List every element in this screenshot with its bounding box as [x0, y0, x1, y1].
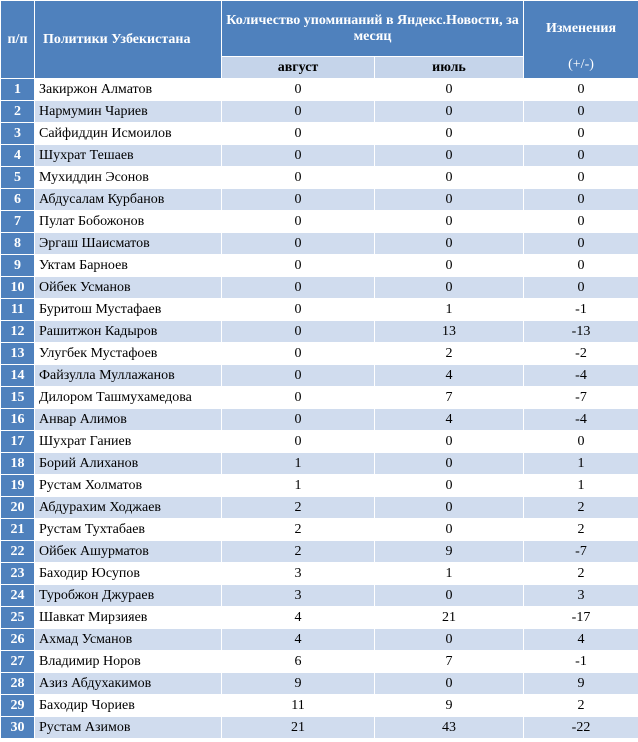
row-number: 17 [1, 431, 35, 453]
august-count: 2 [222, 519, 375, 541]
july-count: 9 [375, 695, 524, 717]
politician-name: Шавкат Мирзияев [35, 607, 222, 629]
change-value: -7 [524, 387, 638, 409]
politician-name: Мухиддин Эсонов [35, 167, 222, 189]
table-row [1, 695, 638, 717]
politician-name: Пулат Бобожонов [35, 211, 222, 233]
row-number: 28 [1, 673, 35, 695]
change-value: 0 [524, 189, 638, 211]
col-header-politicians: Политики Узбекистана [35, 1, 222, 79]
change-value: -4 [524, 365, 638, 387]
politician-name: Улугбек Мустафоев [35, 343, 222, 365]
change-value: 2 [524, 695, 638, 717]
table-row [1, 101, 638, 123]
politician-name: Рустам Тухтабаев [35, 519, 222, 541]
row-number: 14 [1, 365, 35, 387]
july-count: 0 [375, 189, 524, 211]
table-row [1, 123, 638, 145]
change-value: 0 [524, 167, 638, 189]
july-count: 0 [375, 497, 524, 519]
politician-name: Закиржон Алматов [35, 79, 222, 101]
politician-name: Ахмад Усманов [35, 629, 222, 651]
change-value: 2 [524, 497, 638, 519]
august-count: 1 [222, 453, 375, 475]
row-number: 22 [1, 541, 35, 563]
august-count: 4 [222, 629, 375, 651]
politician-name: Шухрат Ганиев [35, 431, 222, 453]
august-count: 0 [222, 409, 375, 431]
row-number: 9 [1, 255, 35, 277]
august-count: 3 [222, 585, 375, 607]
july-count: 9 [375, 541, 524, 563]
table-row [1, 211, 638, 233]
july-count: 1 [375, 299, 524, 321]
table-row [1, 189, 638, 211]
politician-name: Абдурахим Ходжаев [35, 497, 222, 519]
table-row [1, 255, 638, 277]
politician-name: Рустам Холматов [35, 475, 222, 497]
august-count: 0 [222, 123, 375, 145]
col-header-number: п/п [1, 1, 35, 79]
row-number: 19 [1, 475, 35, 497]
august-count: 0 [222, 431, 375, 453]
august-count: 2 [222, 497, 375, 519]
august-count: 0 [222, 167, 375, 189]
change-value: -13 [524, 321, 638, 343]
table-row [1, 541, 638, 563]
table-row [1, 277, 638, 299]
row-number: 30 [1, 717, 35, 739]
change-value: -17 [524, 607, 638, 629]
table-row [1, 343, 638, 365]
change-value: -22 [524, 717, 638, 739]
august-count: 1 [222, 475, 375, 497]
col-header-august: август [222, 57, 375, 79]
row-number: 5 [1, 167, 35, 189]
col-header-july: июль [375, 57, 524, 79]
july-count: 7 [375, 387, 524, 409]
table-row [1, 475, 638, 497]
july-count: 0 [375, 101, 524, 123]
row-number: 29 [1, 695, 35, 717]
august-count: 6 [222, 651, 375, 673]
politician-name: Ойбек Усманов [35, 277, 222, 299]
table-row [1, 321, 638, 343]
politician-name: Сайфиддин Исмоилов [35, 123, 222, 145]
august-count: 2 [222, 541, 375, 563]
row-number: 27 [1, 651, 35, 673]
politician-name: Владимир Норов [35, 651, 222, 673]
col-header-changes [524, 1, 638, 79]
change-value: 2 [524, 563, 638, 585]
table-row [1, 365, 638, 387]
august-count: 9 [222, 673, 375, 695]
july-count: 0 [375, 255, 524, 277]
col-header-mentions: Количество упоминаний в Яндекс.Новости, за месяц [222, 1, 524, 57]
august-count: 4 [222, 607, 375, 629]
july-count: 0 [375, 431, 524, 453]
july-count: 0 [375, 585, 524, 607]
table-row [1, 563, 638, 585]
table-row [1, 453, 638, 475]
row-number: 4 [1, 145, 35, 167]
politician-name: Баходир Юсупов [35, 563, 222, 585]
table-row [1, 409, 638, 431]
july-count: 2 [375, 343, 524, 365]
politician-name: Абдусалам Курбанов [35, 189, 222, 211]
politician-name: Нармумин Чариев [35, 101, 222, 123]
row-number: 3 [1, 123, 35, 145]
row-number: 1 [1, 79, 35, 101]
table-row [1, 629, 638, 651]
table-row [1, 299, 638, 321]
table-row [1, 387, 638, 409]
politician-name: Дилором Ташмухамедова [35, 387, 222, 409]
table-row [1, 519, 638, 541]
table-row [1, 673, 638, 695]
change-value: 0 [524, 233, 638, 255]
row-number: 16 [1, 409, 35, 431]
change-value: -7 [524, 541, 638, 563]
change-value: 9 [524, 673, 638, 695]
change-value: 0 [524, 79, 638, 101]
row-number: 25 [1, 607, 35, 629]
august-count: 0 [222, 387, 375, 409]
politician-name: Баходир Чориев [35, 695, 222, 717]
table-row [1, 431, 638, 453]
politician-name: Уктам Барноев [35, 255, 222, 277]
july-count: 4 [375, 409, 524, 431]
row-number: 7 [1, 211, 35, 233]
row-number: 13 [1, 343, 35, 365]
august-count: 0 [222, 101, 375, 123]
august-count: 0 [222, 365, 375, 387]
row-number: 11 [1, 299, 35, 321]
change-value: 0 [524, 101, 638, 123]
july-count: 0 [375, 453, 524, 475]
row-number: 20 [1, 497, 35, 519]
politician-name: Рустам Азимов [35, 717, 222, 739]
row-number: 21 [1, 519, 35, 541]
row-number: 26 [1, 629, 35, 651]
change-value: -2 [524, 343, 638, 365]
table-row [1, 79, 638, 101]
politician-name: Эргаш Шаисматов [35, 233, 222, 255]
table-row [1, 233, 638, 255]
row-number: 10 [1, 277, 35, 299]
august-count: 0 [222, 79, 375, 101]
header-row [1, 1, 638, 57]
july-count: 0 [375, 475, 524, 497]
july-count: 0 [375, 519, 524, 541]
july-count: 0 [375, 167, 524, 189]
change-value: 0 [524, 255, 638, 277]
table-row [1, 585, 638, 607]
july-count: 0 [375, 629, 524, 651]
politician-name: Файзулла Муллажанов [35, 365, 222, 387]
change-value: 0 [524, 277, 638, 299]
change-value: 0 [524, 431, 638, 453]
august-count: 0 [222, 145, 375, 167]
july-count: 43 [375, 717, 524, 739]
august-count: 0 [222, 255, 375, 277]
politician-name: Ойбек Ашурматов [35, 541, 222, 563]
august-count: 21 [222, 717, 375, 739]
july-count: 7 [375, 651, 524, 673]
table-row [1, 167, 638, 189]
august-count: 0 [222, 277, 375, 299]
table-row [1, 717, 638, 739]
july-count: 4 [375, 365, 524, 387]
row-number: 2 [1, 101, 35, 123]
table-row [1, 145, 638, 167]
changes-label: Изменения [545, 21, 617, 36]
july-count: 1 [375, 563, 524, 585]
august-count: 11 [222, 695, 375, 717]
august-count: 0 [222, 321, 375, 343]
change-value: 1 [524, 475, 638, 497]
changes-unit: (+/-) [568, 57, 594, 72]
change-value: -1 [524, 299, 638, 321]
july-count: 0 [375, 277, 524, 299]
table-body [1, 79, 638, 739]
july-count: 0 [375, 79, 524, 101]
change-value: 0 [524, 211, 638, 233]
july-count: 21 [375, 607, 524, 629]
politician-name: Шухрат Тешаев [35, 145, 222, 167]
politician-name: Рашитжон Кадыров [35, 321, 222, 343]
august-count: 0 [222, 211, 375, 233]
politician-name: Туробжон Джураев [35, 585, 222, 607]
row-number: 15 [1, 387, 35, 409]
row-number: 23 [1, 563, 35, 585]
table-row [1, 497, 638, 519]
july-count: 0 [375, 211, 524, 233]
july-count: 0 [375, 233, 524, 255]
change-value: -1 [524, 651, 638, 673]
july-count: 0 [375, 673, 524, 695]
politician-name: Буритош Мустафаев [35, 299, 222, 321]
change-value: 0 [524, 145, 638, 167]
row-number: 18 [1, 453, 35, 475]
change-value: 0 [524, 123, 638, 145]
july-count: 13 [375, 321, 524, 343]
row-number: 24 [1, 585, 35, 607]
august-count: 3 [222, 563, 375, 585]
row-number: 12 [1, 321, 35, 343]
july-count: 0 [375, 145, 524, 167]
politician-name: Азиз Абдухакимов [35, 673, 222, 695]
august-count: 0 [222, 189, 375, 211]
change-value: -4 [524, 409, 638, 431]
august-count: 0 [222, 343, 375, 365]
politician-name: Анвар Алимов [35, 409, 222, 431]
table-row [1, 651, 638, 673]
table-row [1, 607, 638, 629]
change-value: 3 [524, 585, 638, 607]
politician-name: Борий Алиханов [35, 453, 222, 475]
change-value: 4 [524, 629, 638, 651]
change-value: 1 [524, 453, 638, 475]
august-count: 0 [222, 299, 375, 321]
row-number: 8 [1, 233, 35, 255]
july-count: 0 [375, 123, 524, 145]
row-number: 6 [1, 189, 35, 211]
change-value: 2 [524, 519, 638, 541]
august-count: 0 [222, 233, 375, 255]
